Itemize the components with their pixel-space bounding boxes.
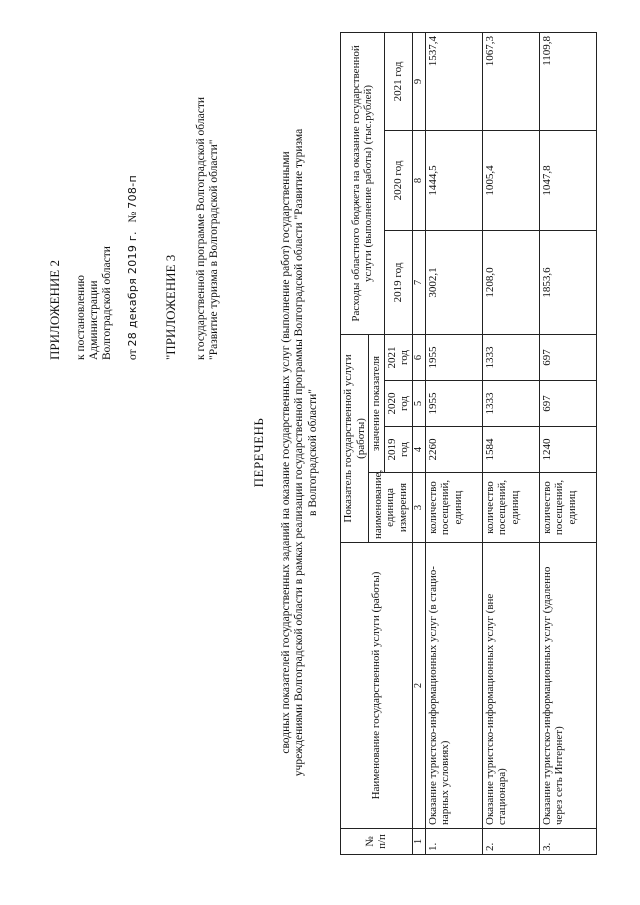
row-unit: количество посещений, единиц — [539, 473, 596, 543]
handwritten-date: 28 декабря 2019 г. — [126, 231, 139, 347]
document-title: ПЕРЕЧЕНЬ — [251, 417, 266, 488]
column-number: 3 — [412, 473, 425, 543]
row-value-2021: 1955 — [425, 334, 482, 380]
row-value-2021: 1333 — [482, 334, 539, 380]
header-expenses: Расходы областного бюджета на оказание государственной услуги (выполнение работы) (тыс.рублей) — [341, 32, 385, 334]
row-value-2019: 1240 — [539, 427, 596, 473]
handwritten-number: 708-п — [126, 175, 139, 209]
row-value-2019: 2260 — [425, 427, 482, 473]
row-expense-2019: 1208,0 — [482, 230, 539, 334]
column-number: 9 — [412, 32, 425, 130]
header-indicator-value: значение показателя — [369, 334, 385, 472]
approval-line: к постановлению — [75, 275, 87, 360]
services-table — [340, 32, 597, 855]
row-expense-2020: 1047,8 — [539, 130, 596, 230]
header-service-name: Наименование государственной услуги (работы) — [341, 543, 413, 829]
row-value-2020: 697 — [539, 381, 596, 427]
row-service-name: Оказание туристско-информационных услуг (в стацио-нарных условиях) — [425, 543, 482, 829]
approval-block — [48, 30, 221, 360]
subtitle-line: сводных показателей государственных заданий на оказание государственных услуг (выполнение работ) государственными — [279, 151, 292, 754]
column-number: 7 — [412, 230, 425, 334]
column-number-row — [412, 32, 425, 854]
row-expense-2021: 1537,4 — [425, 32, 482, 130]
header-indicator-name: наименование, единица измерения — [369, 473, 413, 543]
row-unit: количество посещений, единиц — [482, 473, 539, 543]
row-value-2019: 1584 — [482, 427, 539, 473]
column-number: 4 — [412, 427, 425, 473]
subtitle-line: в Волгоградской области" — [306, 389, 319, 516]
column-number: 2 — [412, 543, 425, 829]
row-value-2021: 697 — [539, 334, 596, 380]
header-year: 2021 год — [384, 32, 412, 130]
header-year: 2020 год — [384, 130, 412, 230]
row-num: 2. — [482, 829, 539, 855]
column-number: 6 — [412, 334, 425, 380]
row-value-2020: 1955 — [425, 381, 482, 427]
row-service-name: Оказание туристско-информационных услуг (вне стационара) — [482, 543, 539, 829]
header-year: 2021 год — [384, 334, 412, 380]
row-expense-2021: 1067,3 — [482, 32, 539, 130]
column-number: 8 — [412, 130, 425, 230]
row-service-name: Оказание туристско-информационных услуг (удаленно через сеть Интернет) — [539, 543, 596, 829]
header-indicator: Показатель государственной услуги (работы) — [341, 334, 369, 542]
document-heading — [252, 0, 320, 905]
column-number: 5 — [412, 381, 425, 427]
row-expense-2020: 1444,5 — [425, 130, 482, 230]
subtitle-line: учреждениями Волгоградской области в рамках реализации государственной программы Волгоградской области "Развитие туризма — [293, 128, 305, 777]
approval-line: Администрации — [88, 280, 100, 360]
header-year: 2020 год — [384, 381, 412, 427]
appendix-title: ПРИЛОЖЕНИЕ 2 — [47, 260, 62, 360]
row-num: 3. — [539, 829, 596, 855]
row-expense-2019: 3002,1 — [425, 230, 482, 334]
row-expense-2020: 1005,4 — [482, 130, 539, 230]
row-expense-2019: 1853,6 — [539, 230, 596, 334]
approval-date-line — [126, 30, 140, 360]
header-year: 2019 год — [384, 230, 412, 334]
number-label: № — [127, 211, 139, 223]
prior-appendix-block — [164, 30, 221, 360]
header-num: № п/п — [341, 829, 413, 855]
table-row — [425, 32, 482, 854]
date-prefix: от — [127, 349, 139, 360]
prior-appendix-title: "ПРИЛОЖЕНИЕ 3 — [163, 254, 178, 360]
column-number: 1 — [412, 829, 425, 855]
row-expense-2021: 1109,8 — [539, 32, 596, 130]
prior-appendix-line: "Развитие туризма в Волгоградской области" — [208, 139, 220, 360]
row-unit: количество посещений, единиц — [425, 473, 482, 543]
table-row — [539, 32, 596, 854]
prior-appendix-line: к государственной программе Волгоградской области — [195, 97, 207, 360]
row-value-2020: 1333 — [482, 381, 539, 427]
header-year: 2019 год — [384, 427, 412, 473]
row-num: 1. — [425, 829, 482, 855]
table-row — [482, 32, 539, 854]
approval-line: Волгоградской области — [101, 246, 113, 360]
